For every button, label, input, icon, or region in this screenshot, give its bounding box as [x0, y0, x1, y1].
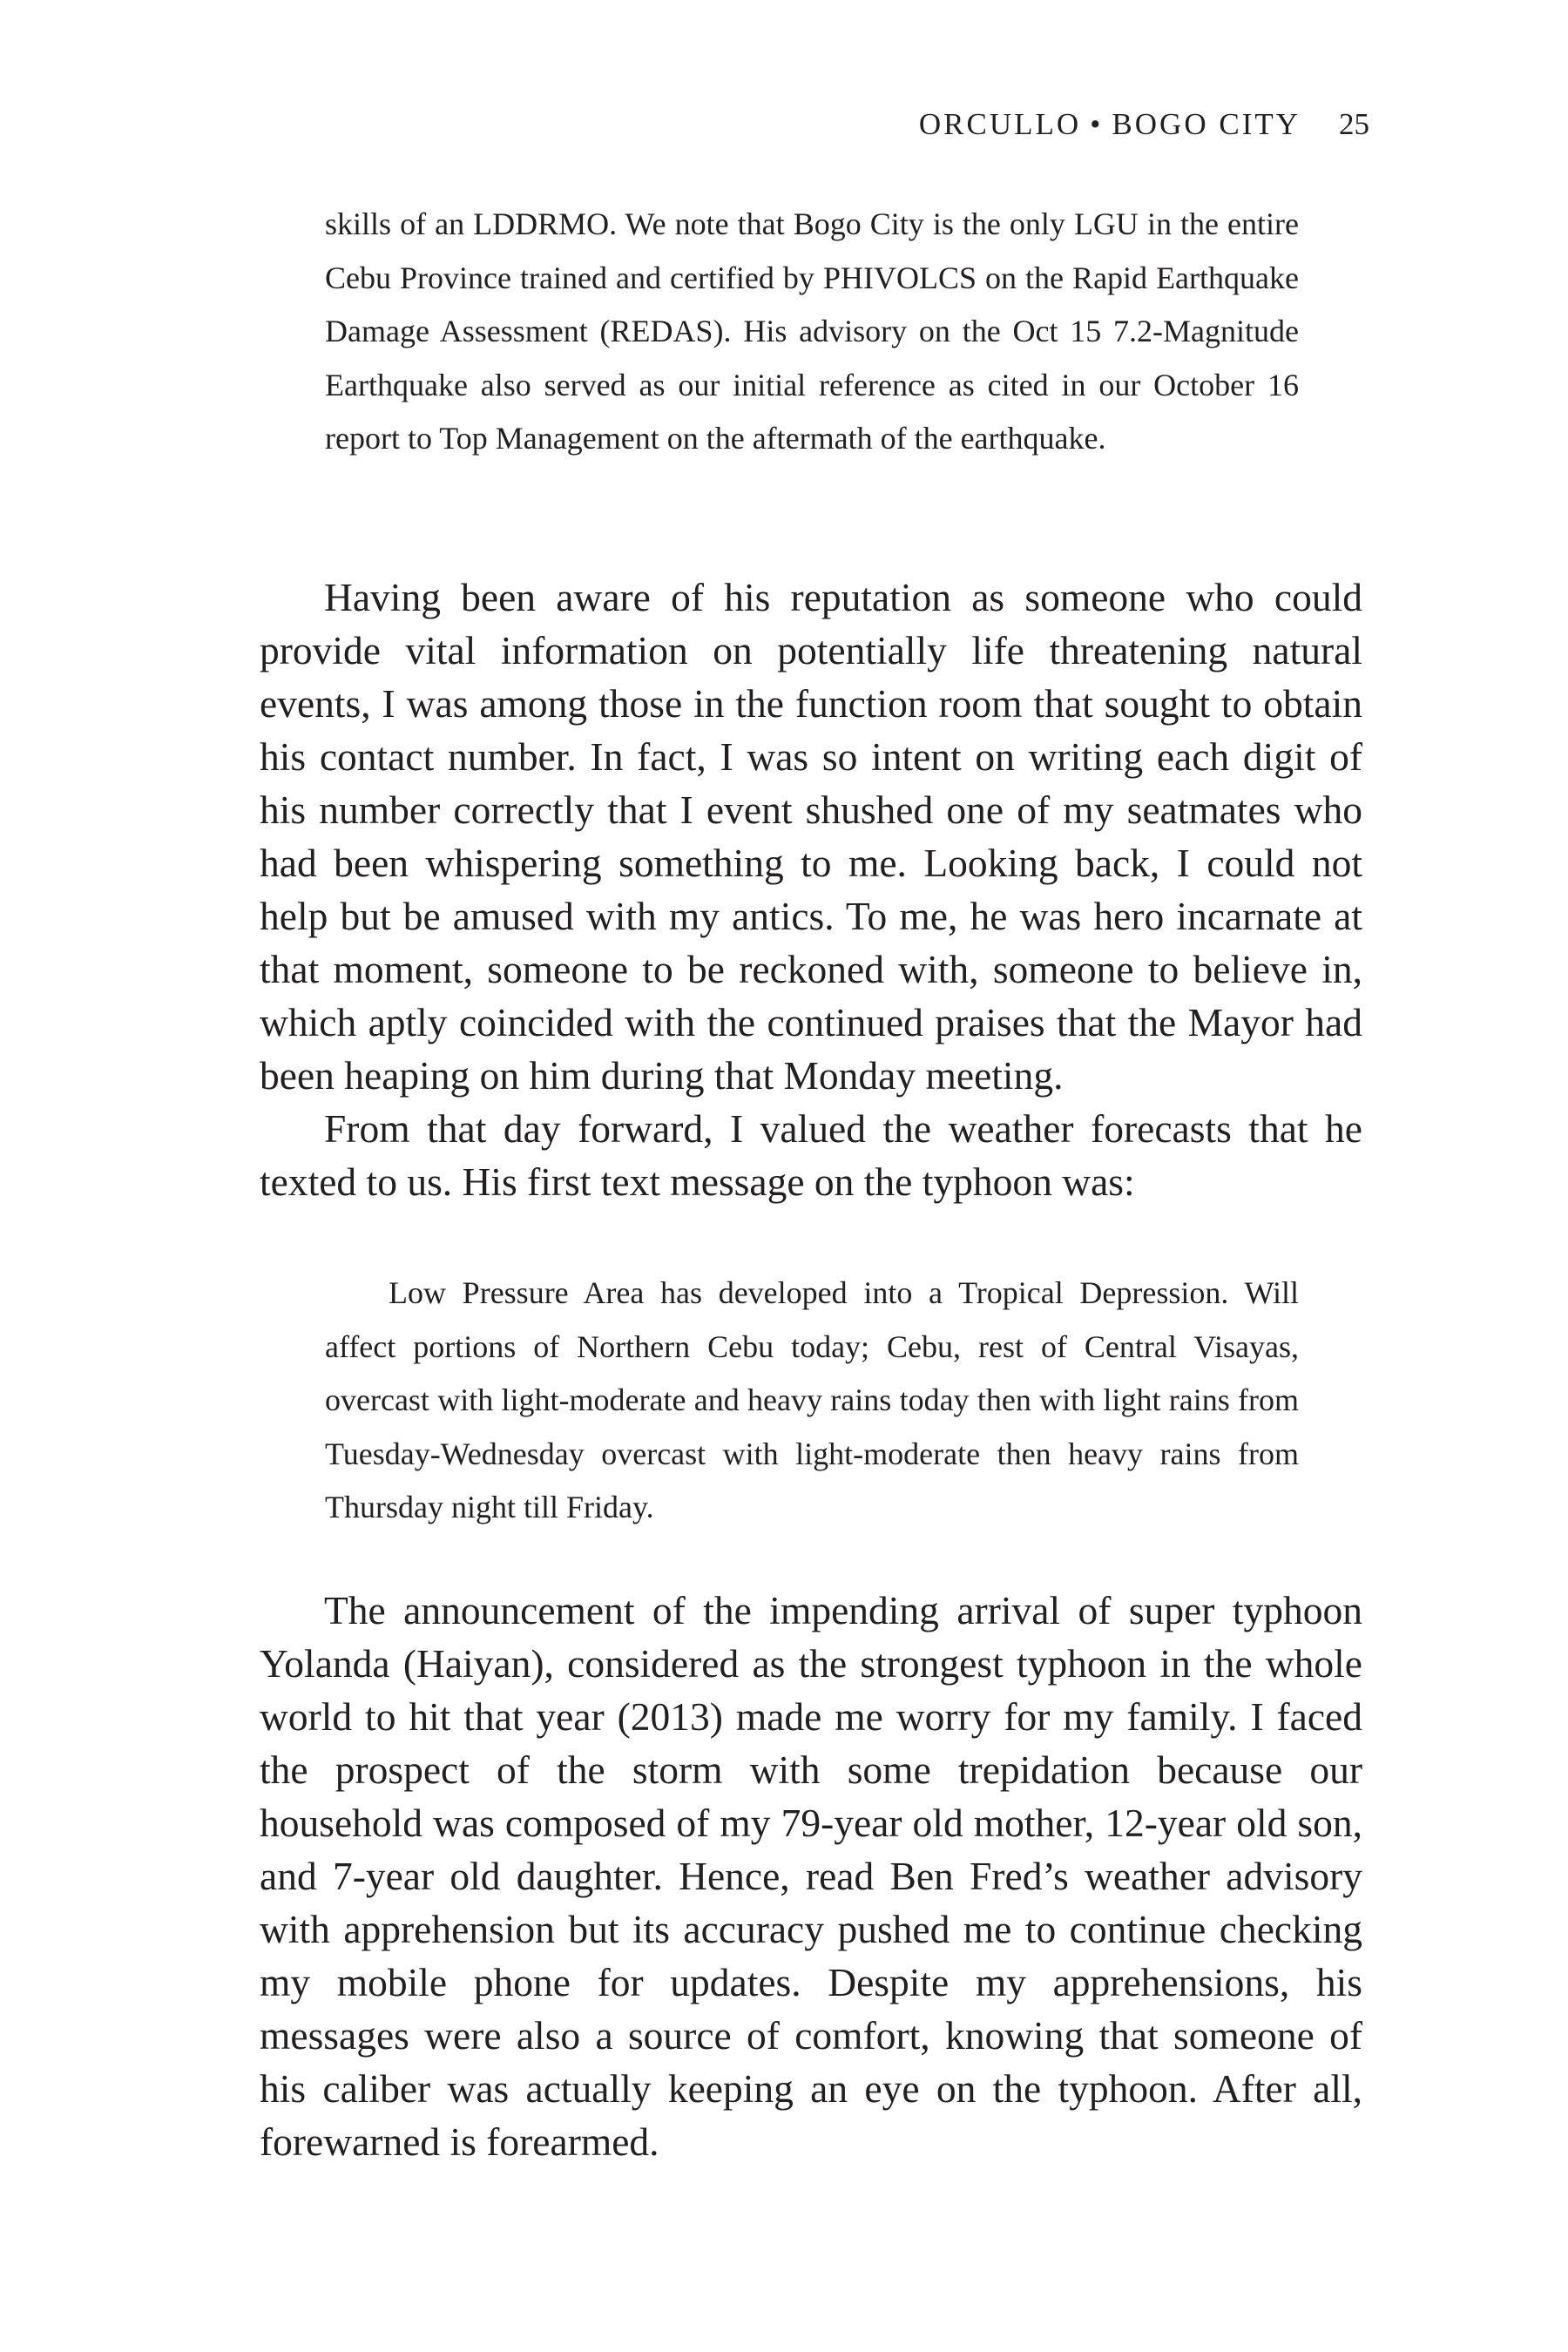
block-quote-text-message [325, 1267, 1299, 1535]
running-head-location: BOGO CITY [1112, 107, 1301, 141]
paragraph-typhoon-yolanda: The announcement of the impending arrival of super typhoon Yolanda (Haiyan), considered as the strongest typhoon in the whole world to hit that year (2013) made me worry for my family. I faced the prospect of the storm with some trepidation because our household was composed of my 79-year old mother, 12-year old son, and 7-year old daughter. Hence, read Ben Fred’s weather advisory with apprehension but its accuracy pushed me to continue checking my mobile phone for updates. Despite my apprehensions, his messages were also a source of comfort, knowing that someone of his caliber was actually keeping an eye on the typhoon. After all, forewarned is forearmed. [260, 1588, 1362, 2164]
paragraph-reputation: Having been aware of his reputation as someone who could provide vital information on potentially life threatening natural events, I was among those in the function room that sought to obtain his contact number. In fact, I was so intent on writing each digit of his number correctly that I event shushed one of my seatmates who had been whispering something to me. Looking back, I could not help but be amused with my antics. To me, he was hero incarnate at that moment, someone to be reckoned with, someone to believe in, which aptly coincided with the continued praises that the Mayor had been heaping on him during that Monday meeting. [260, 575, 1362, 1098]
page-number: 25 [1339, 107, 1369, 141]
text-message-body: Low Pressure Area has developed into a Tropical Depression. Will affect portions of Northern Cebu today; Cebu, rest of Central Visayas, overcast with light-moderate and heavy rains today then with light rains from Tuesday-Wednesday overcast with light-moderate then heavy rains from Thursday night till Friday. [325, 1275, 1299, 1524]
running-head-author: ORCULLO [918, 107, 1082, 141]
paragraph-forecasts: From that day forward, I valued the weather forecasts that he texted to us. His first text message on the typhoon was: [260, 1106, 1362, 1204]
running-head [919, 103, 1369, 146]
running-head-separator: • [1090, 107, 1104, 141]
block-quote-redas: skills of an LDDRMO. We note that Bogo City is the only LGU in the entire Cebu Province trained and certified by PHIVOLCS on the Rapid Earthquake Damage Assessment (REDAS). His advisory on the Oct 15 7.2-Magnitude Earthquake also served as our initial reference as cited in our October 16 report to Top Management on the aftermath of the earthquake. [325, 206, 1299, 456]
